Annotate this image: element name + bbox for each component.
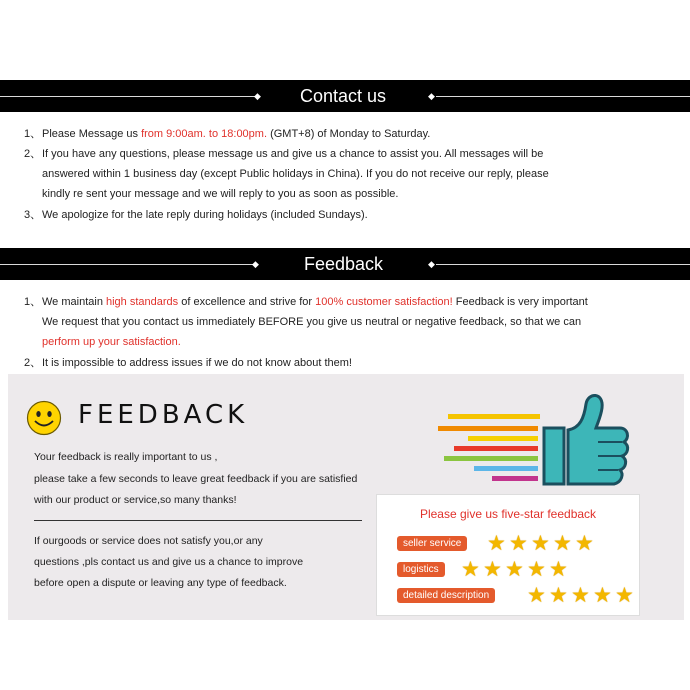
star-icon: ★: [553, 531, 572, 555]
star-icon: ★: [461, 557, 480, 581]
contact-item-1: [24, 124, 430, 144]
contact-item-3: [24, 205, 368, 225]
star-icon: ★: [549, 557, 568, 581]
feedback-panel: [8, 374, 684, 620]
feedback-item-2-number: 2、: [24, 357, 42, 369]
star-icon: ★: [509, 531, 528, 555]
feedback-item-1-text-c: Feedback is very important: [452, 296, 588, 308]
star-icon: ★: [527, 557, 546, 581]
panel-line-3: with our product or service,so many thanks!: [34, 494, 237, 506]
panel-line-6: before open a dispute or leaving any type of feedback.: [34, 577, 287, 589]
bullet-dot-left: ◆: [252, 259, 259, 269]
feedback-item-1: [24, 292, 588, 352]
contact-item-1-number: 1、: [24, 128, 42, 140]
rating-label-seller-service: seller service: [397, 536, 467, 551]
feedback-item-1-line-2: We request that you contact us immediately BEFORE you give us neutral or negative feedback, so that we can: [42, 316, 582, 328]
header-rule-left: [0, 264, 254, 265]
star-icon: ★: [483, 557, 502, 581]
star-icon: ★: [571, 583, 590, 607]
feedback-item-1-number: 1、: [24, 296, 42, 308]
contact-item-3-number: 3、: [24, 209, 42, 221]
star-icon: ★: [575, 531, 594, 555]
stars-heading: Please give us five-star feedback: [419, 507, 597, 521]
smiley-icon: [26, 400, 62, 436]
star-icon: ★: [527, 583, 546, 607]
header-rule-right: [436, 264, 690, 265]
high-standards-text: high standards: [106, 296, 179, 308]
contact-item-3-text: We apologize for the late reply during holidays (included Sundays).: [42, 209, 368, 221]
thumbs-up-icon: [434, 388, 634, 488]
contact-item-2: [24, 144, 549, 204]
star-icon: ★: [487, 531, 506, 555]
contact-item-1-text-b: (GMT+8) of Monday to Saturday.: [267, 128, 431, 140]
panel-line-5: questions ,pls contact us and give us a chance to improve: [34, 556, 304, 568]
panel-line-1: Your feedback is really important to us ,: [34, 451, 218, 463]
contact-item-1-text-a: Please Message us: [42, 128, 142, 140]
contact-title: Contact us: [300, 86, 387, 106]
feedback-header-band: [0, 248, 690, 280]
star-icon: ★: [505, 557, 524, 581]
star-icon: ★: [593, 583, 612, 607]
five-star-box: [376, 494, 640, 616]
feedback-item-2-text: It is impossible to address issues if we do not know about them!: [42, 357, 352, 369]
contact-item-2-line-1: If you have any questions, please message us and give us a chance to assist you. All messages will be: [42, 148, 544, 160]
star-icon: ★: [615, 583, 634, 607]
contact-item-2-number: 2、: [24, 148, 42, 160]
panel-divider: [34, 520, 362, 521]
panel-line-2: please take a few seconds to leave great feedback if you are satisfied: [34, 473, 358, 485]
header-rule-left: [0, 96, 256, 97]
bullet-dot-right: ◆: [428, 91, 435, 101]
panel-line-4: If ourgoods or service does not satisfy you,or any: [34, 535, 263, 547]
feedback-item-1-text-b: of excellence and strive for: [178, 296, 316, 308]
contact-item-2-line-2: answered within 1 business day (except Public holidays in China). If you do not receive our reply, please: [42, 168, 549, 180]
star-icon: ★: [531, 531, 550, 555]
rating-label-detailed-description: detailed description: [397, 588, 495, 603]
star-icon: ★: [549, 583, 568, 607]
bullet-dot-left: ◆: [254, 91, 261, 101]
feedback-item-2: [24, 353, 352, 373]
header-rule-right: [436, 96, 690, 97]
satisfaction-text: 100% customer satisfaction!: [315, 296, 453, 308]
feedback-item-1-text-a: We maintain: [42, 296, 106, 308]
feedback-item-1-line-3: perform up your satisfaction.: [42, 336, 181, 348]
feedback-title: Feedback: [304, 254, 384, 274]
rating-label-logistics: logistics: [397, 562, 445, 577]
contact-item-2-line-3: kindly re sent your message and we will reply to you as soon as possible.: [42, 188, 399, 200]
contact-header-band: [0, 80, 690, 112]
bullet-dot-right: ◆: [428, 259, 435, 269]
panel-heading: FEEDBACK: [78, 400, 249, 430]
contact-hours: from 9:00am. to 18:00pm.: [141, 128, 268, 140]
